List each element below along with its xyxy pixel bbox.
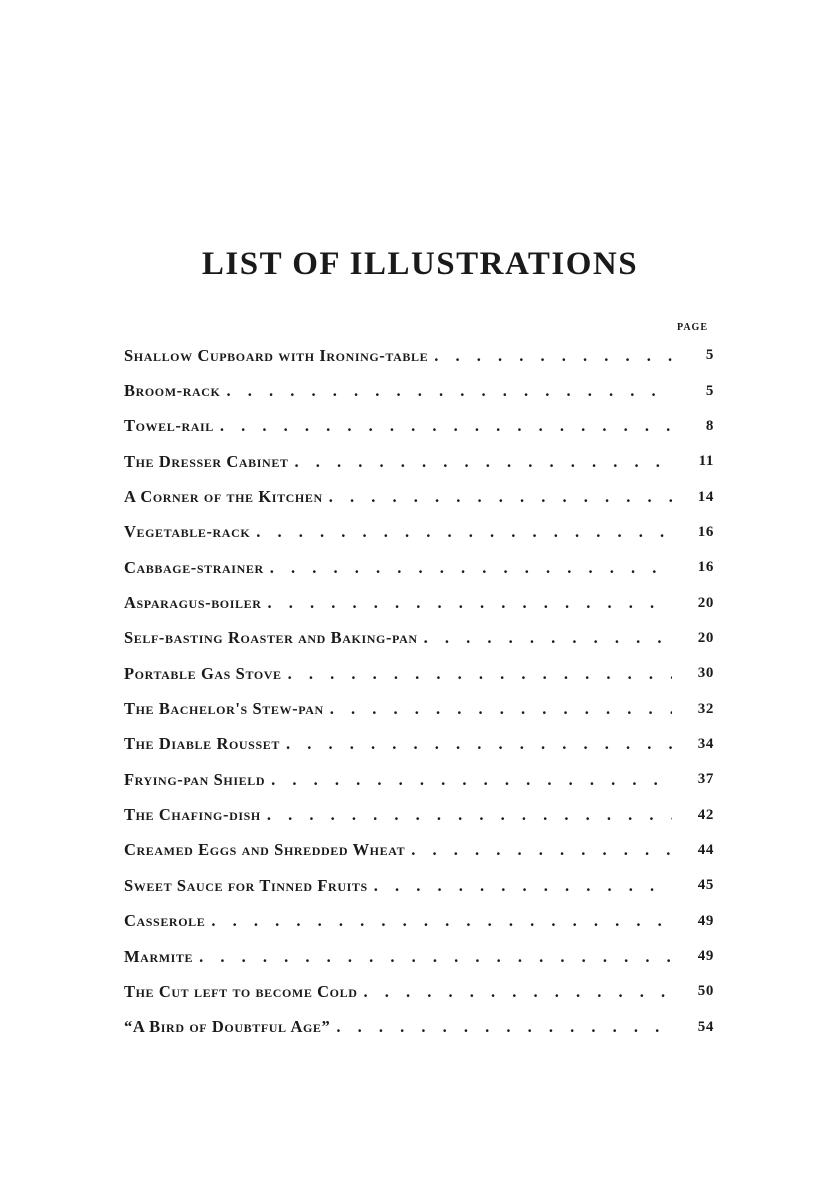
dot-leader xyxy=(286,734,672,754)
entry-title: Frying-pan Shield xyxy=(124,769,266,789)
entry-page-number: 32 xyxy=(697,700,714,717)
list-entry xyxy=(124,479,714,514)
list-entry xyxy=(124,904,714,939)
list-entry xyxy=(124,656,714,691)
list-entry xyxy=(124,833,714,868)
entry-page-number: 5 xyxy=(705,382,714,399)
entry-title: Self-basting Roaster and Baking-pan xyxy=(124,628,418,648)
list-entry xyxy=(124,621,714,656)
dot-leader xyxy=(374,876,672,896)
entry-title: “A Bird of Doubtful Age” xyxy=(124,1017,331,1037)
dot-leader xyxy=(211,911,672,931)
entry-title: Asparagus-boiler xyxy=(124,593,262,613)
entry-page-number: 20 xyxy=(697,594,714,611)
entry-page-number: 20 xyxy=(697,629,714,646)
list-entry xyxy=(124,444,714,479)
illustrations-list xyxy=(124,338,714,1045)
entry-title: The Chafing-dish xyxy=(124,805,261,825)
entry-title: Shallow Cupboard with Ironing-table xyxy=(124,345,429,365)
entry-title: Vegetable-rack xyxy=(124,522,251,542)
list-entry xyxy=(124,762,714,797)
list-entry xyxy=(124,585,714,620)
list-entry xyxy=(124,409,714,444)
dot-leader xyxy=(270,558,672,578)
entry-page-number: 45 xyxy=(697,877,714,894)
entry-page-number: 30 xyxy=(697,665,714,682)
entry-title: Portable Gas Stove xyxy=(124,663,282,683)
list-entry xyxy=(124,939,714,974)
entry-title: Marmite xyxy=(124,946,194,966)
entry-title: The Bachelor's Stew-pan xyxy=(124,699,324,719)
list-entry xyxy=(124,515,714,550)
entry-page-number: 11 xyxy=(698,453,714,470)
entry-page-number: 5 xyxy=(705,347,714,364)
dot-leader xyxy=(271,770,672,790)
dot-leader xyxy=(363,982,672,1002)
list-entry xyxy=(124,868,714,903)
dot-leader xyxy=(220,416,672,436)
entry-page-number: 54 xyxy=(697,1018,714,1035)
dot-leader xyxy=(227,381,673,401)
entry-title: The Cut left to become Cold xyxy=(124,981,358,1001)
dot-leader xyxy=(267,593,672,613)
dot-leader xyxy=(288,664,672,684)
entry-title: The Dresser Cabinet xyxy=(124,451,289,471)
entry-title: Casserole xyxy=(124,911,206,931)
entry-page-number: 14 xyxy=(697,488,714,505)
dot-leader xyxy=(411,840,672,860)
list-entry xyxy=(124,727,714,762)
entry-page-number: 8 xyxy=(705,417,714,434)
page-column-label: PAGE xyxy=(676,322,708,333)
entry-title: Cabbage-strainer xyxy=(124,557,264,577)
dot-leader xyxy=(329,487,672,507)
entry-page-number: 42 xyxy=(697,806,714,823)
entry-title: Broom-rack xyxy=(124,381,221,401)
entry-page-number: 16 xyxy=(697,559,714,576)
list-entry xyxy=(124,338,714,373)
dot-leader xyxy=(424,628,672,648)
dot-leader xyxy=(434,346,672,366)
dot-leader xyxy=(336,1017,672,1037)
dot-leader xyxy=(267,805,672,825)
entry-title: Creamed Eggs and Shredded Wheat xyxy=(124,840,406,860)
entry-title: A Corner of the Kitchen xyxy=(124,487,323,507)
entry-page-number: 49 xyxy=(697,948,714,965)
list-entry xyxy=(124,373,714,408)
list-entry xyxy=(124,691,714,726)
entry-page-number: 50 xyxy=(697,983,714,1000)
entry-title: Towel-rail xyxy=(124,416,214,436)
list-entry xyxy=(124,797,714,832)
dot-leader xyxy=(199,947,672,967)
entry-page-number: 34 xyxy=(697,735,714,752)
list-entry xyxy=(124,1010,714,1045)
dot-leader xyxy=(330,699,672,719)
entry-page-number: 44 xyxy=(697,841,714,858)
entry-page-number: 16 xyxy=(697,523,714,540)
page-title: LIST OF ILLUSTRATIONS xyxy=(201,246,639,282)
entry-title: Sweet Sauce for Tinned Fruits xyxy=(124,875,368,895)
entry-title: The Diable Rousset xyxy=(124,734,280,754)
entry-page-number: 49 xyxy=(697,912,714,929)
list-entry xyxy=(124,974,714,1009)
dot-leader xyxy=(295,452,672,472)
list-entry xyxy=(124,550,714,585)
entry-page-number: 37 xyxy=(697,771,714,788)
dot-leader xyxy=(256,522,672,542)
